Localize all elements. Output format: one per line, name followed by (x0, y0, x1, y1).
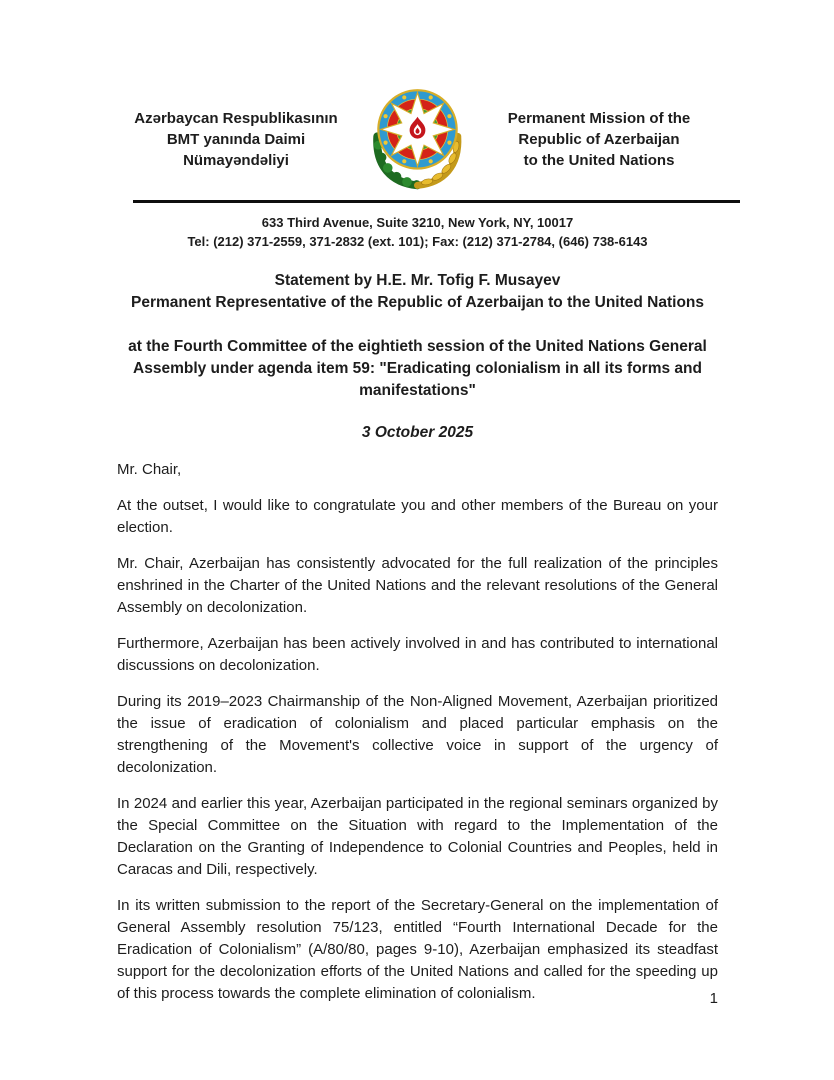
body-paragraph: In its written submission to the report of the Secretary-General on the implementation of General Assembly resolution 75/123, entitled “Fourth International Decade for the Eradication of Colonialism” (A/80/80, pages 9-10), Azerbaijan emphasized its steadfast support for the decolonization efforts of the United Nations and called for the speeding up of this process towards the complete elimination of colonialism. (117, 897, 718, 1002)
body-paragraph: Mr. Chair, Azerbaijan has consistently advocated for the full realization of the principles enshrined in the Charter of the United Nations and the relevant resolutions of the General Assembly on decolonization. (117, 555, 718, 616)
salutation: Mr. Chair, (117, 461, 182, 478)
body-paragraph: Furthermore, Azerbaijan has been actively involved in and has contributed to international discussions on decolonization. (117, 635, 718, 674)
mission-native-line: Azərbaycan Respublikasının (134, 109, 338, 127)
statement-body (117, 459, 718, 1005)
mission-english-line: to the United Nations (523, 151, 675, 169)
page-number: 1 (709, 990, 718, 1007)
letterhead-divider (133, 200, 740, 203)
body-paragraph: At the outset, I would like to congratulate you and other members of the Bureau on your election. (117, 497, 718, 536)
contact-block (117, 213, 718, 251)
mission-native-line: Nümayəndəliyi (183, 151, 289, 169)
mission-name-native (117, 108, 355, 171)
mission-english-line: Permanent Mission of the (507, 109, 691, 127)
mission-name-english (480, 108, 718, 171)
mission-english-line: Republic of Azerbaijan (518, 130, 680, 148)
statement-subtitle: at the Fourth Committee of the eightieth session of the United Nations General Assembly under agenda item 59: "Eradicating colonialism in all its forms and manifestations" (128, 338, 707, 399)
body-paragraph: During its 2019–2023 Chairmanship of the Non-Aligned Movement, Azerbaijan prioritized the issue of eradication of colonialism and placed particular emphasis on the strengthening of the Movement's collective voice in support of the urgency of decolonization. (117, 693, 718, 776)
statement-date: 3 October 2025 (361, 424, 474, 441)
mission-native-line: BMT yanında Daimi (166, 130, 306, 148)
address-line: 633 Third Avenue, Suite 3210, New York, NY, 10017 (261, 215, 574, 230)
statement-title-line: Statement by H.E. Mr. Tofig F. Musayev (274, 272, 561, 289)
azerbaijan-coat-of-arms-icon (365, 84, 470, 194)
letterhead (0, 0, 834, 194)
body-paragraph: In 2024 and earlier this year, Azerbaijan participated in the regional seminars organized by the Special Committee on the Situation with regard to the Implementation of the Declaration on the Granting of Independence to Colonial Countries and Peoples, held in Caracas and Dili, respectively. (117, 795, 718, 878)
phone-fax-line: Tel: (212) 371-2559, 371-2832 (ext. 101); Fax: (212) 371-2784, (646) 738-6143 (187, 234, 648, 249)
statement-title (117, 270, 718, 314)
statement-title-line: Permanent Representative of the Republic of Azerbaijan to the United Nations (130, 294, 704, 311)
document-content (117, 213, 718, 1005)
